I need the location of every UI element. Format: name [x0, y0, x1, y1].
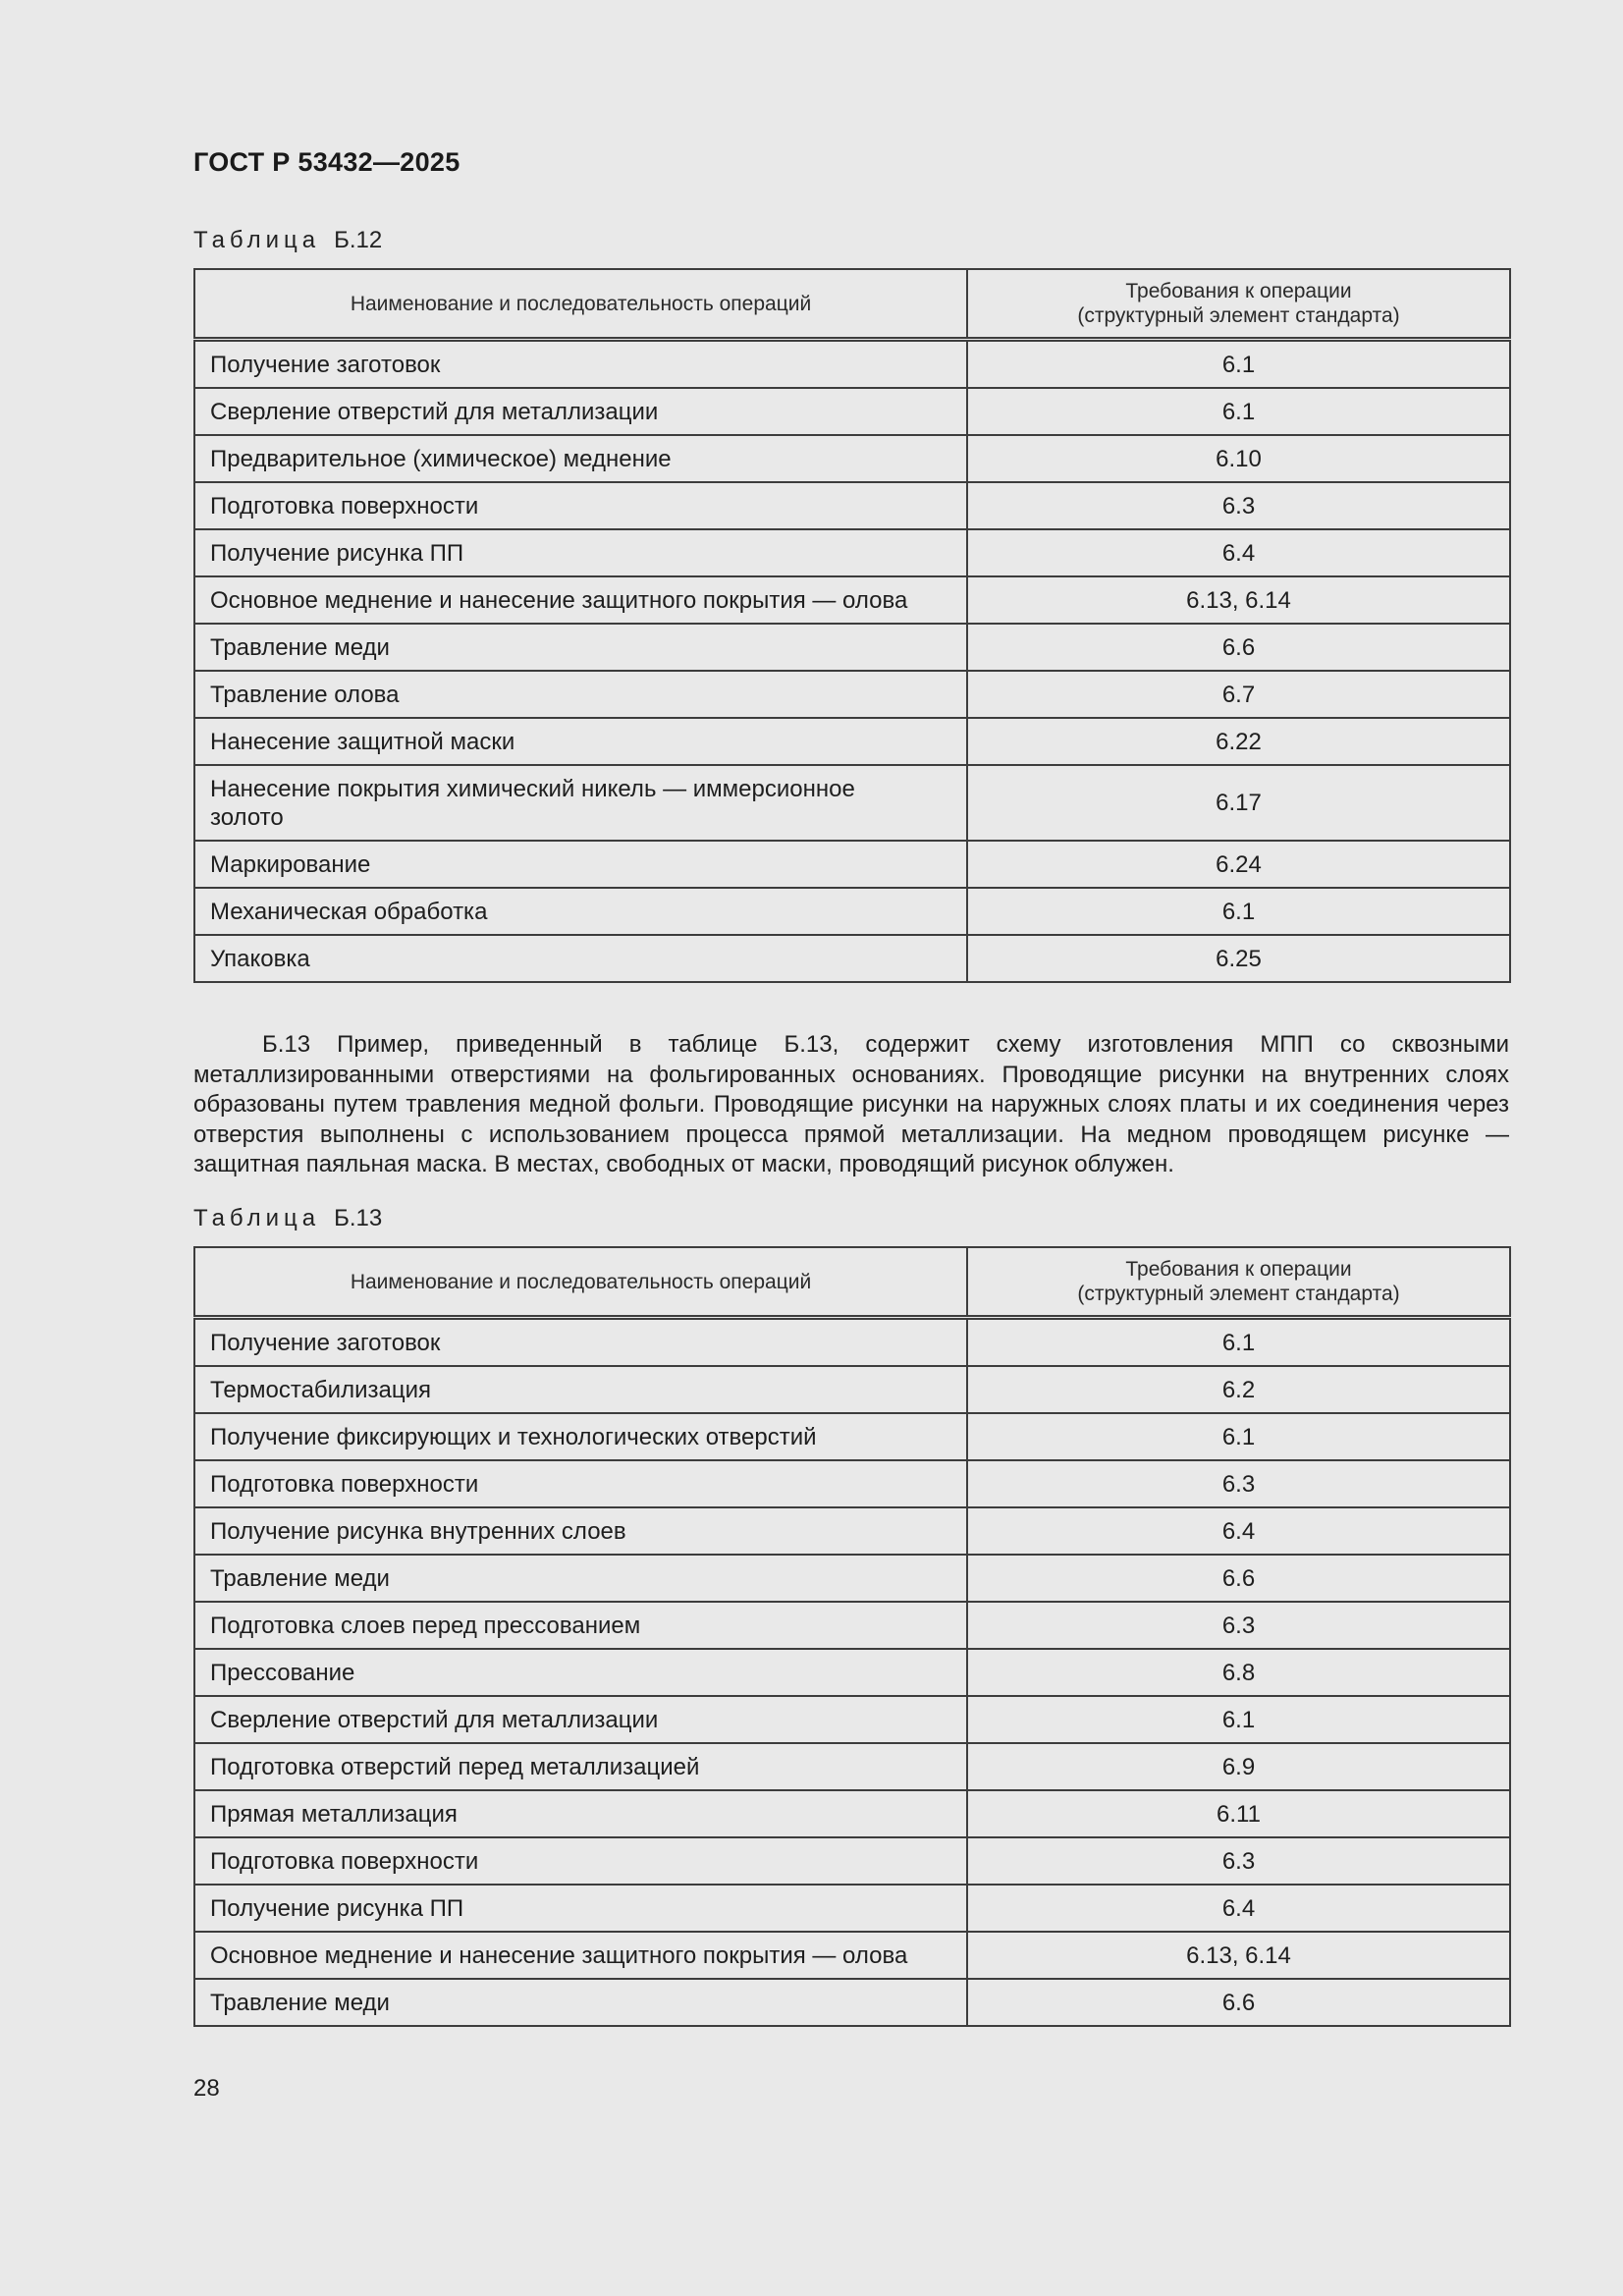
- operation-requirement: 6.6: [967, 1555, 1510, 1602]
- table-b12-col-requirements-line2: (структурный элемент стандарта): [1077, 304, 1400, 327]
- table-b12-col-requirements-line1: Требования к операции: [1125, 280, 1352, 302]
- operation-name: Нанесение защитной маски: [194, 718, 967, 765]
- operation-requirement: 6.13, 6.14: [967, 576, 1510, 624]
- operation-name: Получение рисунка внутренних слоев: [194, 1507, 967, 1555]
- operation-name: Подготовка отверстий перед металлизацией: [194, 1743, 967, 1790]
- operation-requirement: 6.22: [967, 718, 1510, 765]
- operation-requirement: 6.3: [967, 1460, 1510, 1507]
- table-row: [194, 671, 1510, 718]
- operation-requirement: 6.9: [967, 1743, 1510, 1790]
- table-b13-col-requirements-line1: Требования к операции: [1125, 1258, 1352, 1281]
- operation-name: Подготовка слоев перед прессованием: [194, 1602, 967, 1649]
- table-b13-caption-number: Б.13: [334, 1205, 383, 1231]
- operation-name: Сверление отверстий для металлизации: [194, 1696, 967, 1743]
- operation-requirement: 6.11: [967, 1790, 1510, 1837]
- table-b13-caption: [193, 1205, 382, 1232]
- operation-name: Травление меди: [194, 1555, 967, 1602]
- table-b13-col-operations: Наименование и последовательность операций: [194, 1247, 967, 1318]
- operation-name: Предварительное (химическое) меднение: [194, 435, 967, 482]
- table-row: [194, 340, 1510, 389]
- operation-requirement: 6.1: [967, 1696, 1510, 1743]
- operation-requirement: 6.17: [967, 765, 1510, 841]
- table-row: [194, 1602, 1510, 1649]
- table-b12: [193, 268, 1511, 983]
- table-row: [194, 1979, 1510, 2026]
- table-b13: [193, 1246, 1511, 2027]
- table-row: [194, 718, 1510, 765]
- operation-name: Получение заготовок: [194, 340, 967, 389]
- operation-requirement: 6.4: [967, 1507, 1510, 1555]
- operation-requirement: 6.8: [967, 1649, 1510, 1696]
- operation-requirement: 6.4: [967, 529, 1510, 576]
- table-b13-caption-word: Таблица: [193, 1205, 321, 1231]
- table-b12-header-row: [194, 269, 1510, 340]
- table-row: [194, 1696, 1510, 1743]
- body-paragraph: [193, 1030, 1509, 1180]
- operation-name: Упаковка: [194, 935, 967, 982]
- operation-name: Основное меднение и нанесение защитного покрытия — олова: [194, 1932, 967, 1979]
- table-row: [194, 1366, 1510, 1413]
- table-b12-col-operations: Наименование и последовательность операций: [194, 269, 967, 340]
- table-row: [194, 1555, 1510, 1602]
- operation-name: Основное меднение и нанесение защитного покрытия — олова: [194, 576, 967, 624]
- table-row: [194, 1318, 1510, 1367]
- operation-requirement: 6.1: [967, 1318, 1510, 1367]
- operation-requirement: 6.7: [967, 671, 1510, 718]
- operation-requirement: 6.6: [967, 1979, 1510, 2026]
- operation-name: Нанесение покрытия химический никель — иммерсионное золото: [194, 765, 967, 841]
- table-row: [194, 1649, 1510, 1696]
- table-row: [194, 435, 1510, 482]
- table-row: [194, 576, 1510, 624]
- table-b12-caption: [193, 227, 382, 254]
- operation-requirement: 6.1: [967, 1413, 1510, 1460]
- operation-name: Сверление отверстий для металлизации: [194, 388, 967, 435]
- table-row: [194, 1460, 1510, 1507]
- table-row: [194, 1885, 1510, 1932]
- operation-requirement: 6.3: [967, 482, 1510, 529]
- operation-name: Подготовка поверхности: [194, 1460, 967, 1507]
- operation-name: Маркирование: [194, 841, 967, 888]
- table-row: [194, 1790, 1510, 1837]
- table-row: [194, 388, 1510, 435]
- table-row: [194, 888, 1510, 935]
- table-row: [194, 1507, 1510, 1555]
- operation-requirement: 6.10: [967, 435, 1510, 482]
- operation-name: Прямая металлизация: [194, 1790, 967, 1837]
- operation-name: Травление меди: [194, 1979, 967, 2026]
- operation-name: Получение рисунка ПП: [194, 529, 967, 576]
- page-number: 28: [193, 2075, 220, 2102]
- table-row: [194, 624, 1510, 671]
- table-b12-col-requirements: [967, 269, 1510, 340]
- table-row: [194, 1932, 1510, 1979]
- operation-name: Получение заготовок: [194, 1318, 967, 1367]
- table-b13-col-requirements: [967, 1247, 1510, 1318]
- operation-requirement: 6.3: [967, 1837, 1510, 1885]
- operation-name: Прессование: [194, 1649, 967, 1696]
- table-b12-caption-word: Таблица: [193, 227, 321, 253]
- operation-requirement: 6.13, 6.14: [967, 1932, 1510, 1979]
- table-row: [194, 1837, 1510, 1885]
- paragraph-text: Б.13 Пример, приведенный в таблице Б.13, содержит схему изготовления МПП со сквозными металлизированными отверстиями на фольгированных основаниях. Проводящие рисунки на внутренних слоях образованы путем травления медной фольги. Проводящие рисунки на наружных слоях платы и их соединения через отверстия выполнены с использованием процесса прямой металлизации. На медном проводящем рисунке — защитная паяльная маска. В местах, свободных от маски, проводящий рисунок облужен.: [193, 1031, 1509, 1177]
- operation-requirement: 6.1: [967, 340, 1510, 389]
- table-b13-col-requirements-line2: (структурный элемент стандарта): [1077, 1283, 1400, 1305]
- operation-name: Травление олова: [194, 671, 967, 718]
- operation-name: Получение рисунка ПП: [194, 1885, 967, 1932]
- operation-requirement: 6.1: [967, 388, 1510, 435]
- operation-requirement: 6.24: [967, 841, 1510, 888]
- operation-requirement: 6.25: [967, 935, 1510, 982]
- operation-requirement: 6.4: [967, 1885, 1510, 1932]
- table-row: [194, 841, 1510, 888]
- table-row: [194, 1743, 1510, 1790]
- table-row: [194, 482, 1510, 529]
- table-b13-header-row: [194, 1247, 1510, 1318]
- operation-requirement: 6.1: [967, 888, 1510, 935]
- operation-requirement: 6.6: [967, 624, 1510, 671]
- table-row: [194, 935, 1510, 982]
- operation-name: Подготовка поверхности: [194, 1837, 967, 1885]
- operation-requirement: 6.3: [967, 1602, 1510, 1649]
- table-row: [194, 1413, 1510, 1460]
- operation-name: Механическая обработка: [194, 888, 967, 935]
- operation-name: Подготовка поверхности: [194, 482, 967, 529]
- operation-name: Травление меди: [194, 624, 967, 671]
- table-row: [194, 765, 1510, 841]
- operation-requirement: 6.2: [967, 1366, 1510, 1413]
- operation-name: Термостабилизация: [194, 1366, 967, 1413]
- table-row: [194, 529, 1510, 576]
- operation-name: Получение фиксирующих и технологических отверстий: [194, 1413, 967, 1460]
- table-b12-caption-number: Б.12: [334, 227, 383, 253]
- standard-header: ГОСТ Р 53432—2025: [193, 147, 460, 177]
